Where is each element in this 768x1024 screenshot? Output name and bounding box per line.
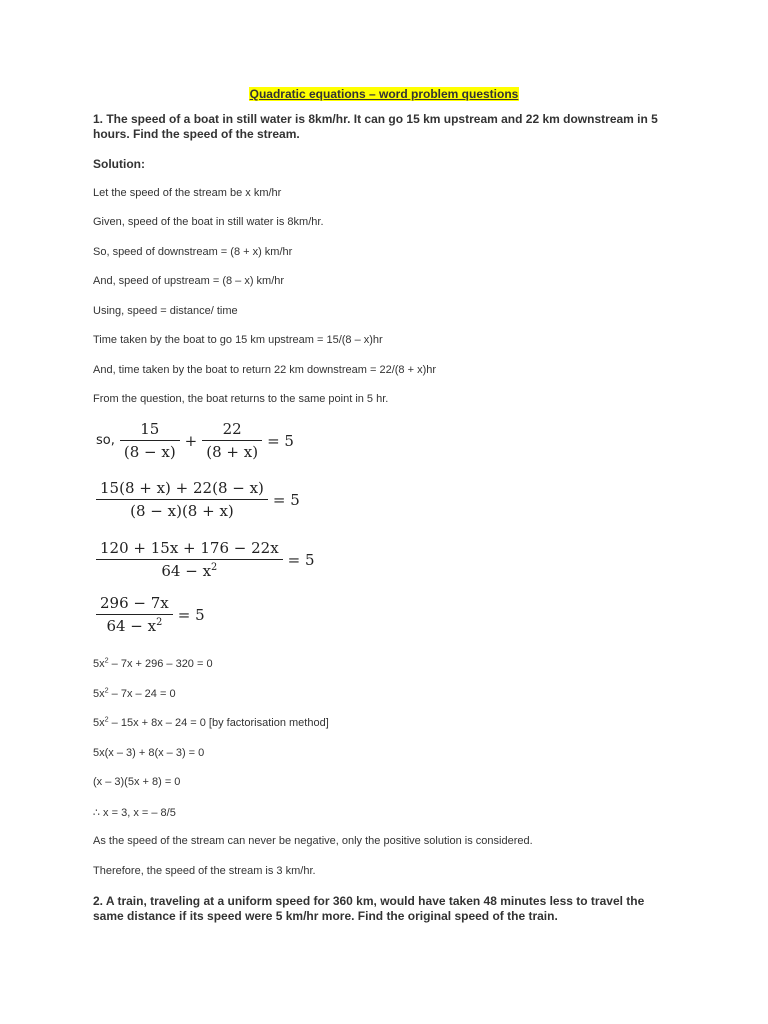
eq4-denominator-exponent: 2: [156, 617, 163, 628]
eq3-fraction: [96, 539, 283, 580]
eq1-fraction-1: [120, 420, 180, 461]
eq2-fraction: [96, 479, 268, 520]
algebra-line: $5x^2 - 7x + 296 - 320 = 0$: [93, 656, 213, 670]
eq3-denominator-exponent: 2: [211, 562, 218, 573]
eq1-prefix: so,: [96, 433, 115, 448]
eq1-denominator-1: (8 − x): [123, 443, 176, 461]
equation-2: [96, 479, 300, 520]
eq4-rhs: = 5: [177, 605, 205, 624]
algebra-line: 5x(x – 3) + 8(x – 3) = 0: [93, 747, 205, 759]
step-line: Time taken by the boat to go 15 km upstream = 15/(8 – x)hr: [93, 334, 383, 346]
question-1: 1. The speed of a boat in still water is 8km/hr. It can go 15 km upstream and 22 km downstream in 5 hours. Find the speed of the stream.: [93, 112, 658, 141]
document-title: [0, 87, 768, 101]
step-line: Given, speed of the boat in still water is 8km/hr.: [93, 216, 324, 228]
title-highlight: Quadratic equations – word problem questions: [249, 87, 519, 101]
solution-label: Solution:: [93, 157, 145, 171]
eq1-plus: +: [184, 431, 198, 450]
eq4-numerator: 296 − 7x: [96, 594, 173, 615]
eq4-fraction: [96, 594, 173, 635]
eq1-rhs: = 5: [267, 431, 294, 450]
eq1-numerator-2: 22: [202, 420, 262, 441]
eq2-numerator: 15(8 + x) + 22(8 − x): [96, 479, 268, 500]
equation-4: [96, 594, 205, 635]
conclusion-line: Therefore, the speed of the stream is 3 km/hr.: [93, 865, 316, 877]
step-line: And, speed of upstream = (8 – x) km/hr: [93, 275, 285, 287]
eq1-fraction-2: [202, 420, 262, 461]
algebra-line: (x – 3)(5x + 8) = 0: [93, 776, 181, 788]
eq1-denominator-2: (8 + x): [206, 443, 259, 461]
eq3-numerator: 120 + 15x + 176 − 22x: [96, 539, 283, 560]
algebra-line: $5x^2 - 15x + 8x - 24 = 0$ [by factorisation method]: [93, 715, 329, 729]
eq4-denominator-base: 64 − x: [106, 617, 157, 635]
eq3-rhs: = 5: [287, 550, 315, 569]
question-2: 2. A train, traveling at a uniform speed for 360 km, would have taken 48 minutes less to travel the same distance if its speed were 5 km/hr more. Find the original speed of the train.: [93, 894, 645, 923]
algebra-line: ∴ x = 3, x = – 8/5: [93, 807, 176, 819]
conclusion-line: As the speed of the stream can never be negative, only the positive solution is considered.: [93, 835, 533, 847]
step-line: Using, speed = distance/ time: [93, 305, 238, 317]
step-line: And, time taken by the boat to return 22 km downstream = 22/(8 + x)hr: [93, 364, 437, 376]
eq4-denominator: [96, 615, 173, 635]
step-line: From the question, the boat returns to the same point in 5 hr.: [93, 393, 389, 405]
eq2-denominator: (8 − x)(8 + x): [130, 502, 234, 520]
step-line: Let the speed of the stream be x km/hr: [93, 187, 282, 199]
step-line: So, speed of downstream = (8 + x) km/hr: [93, 246, 293, 258]
equation-3: [96, 539, 315, 580]
eq1-numerator-1: 15: [120, 420, 180, 441]
algebra-line: $5x^2 - 7x - 24 = 0$: [93, 686, 176, 700]
eq2-rhs: = 5: [272, 490, 300, 509]
eq3-denominator: [96, 560, 283, 580]
eq3-denominator-base: 64 − x: [161, 562, 212, 580]
equation-1: [96, 420, 294, 461]
